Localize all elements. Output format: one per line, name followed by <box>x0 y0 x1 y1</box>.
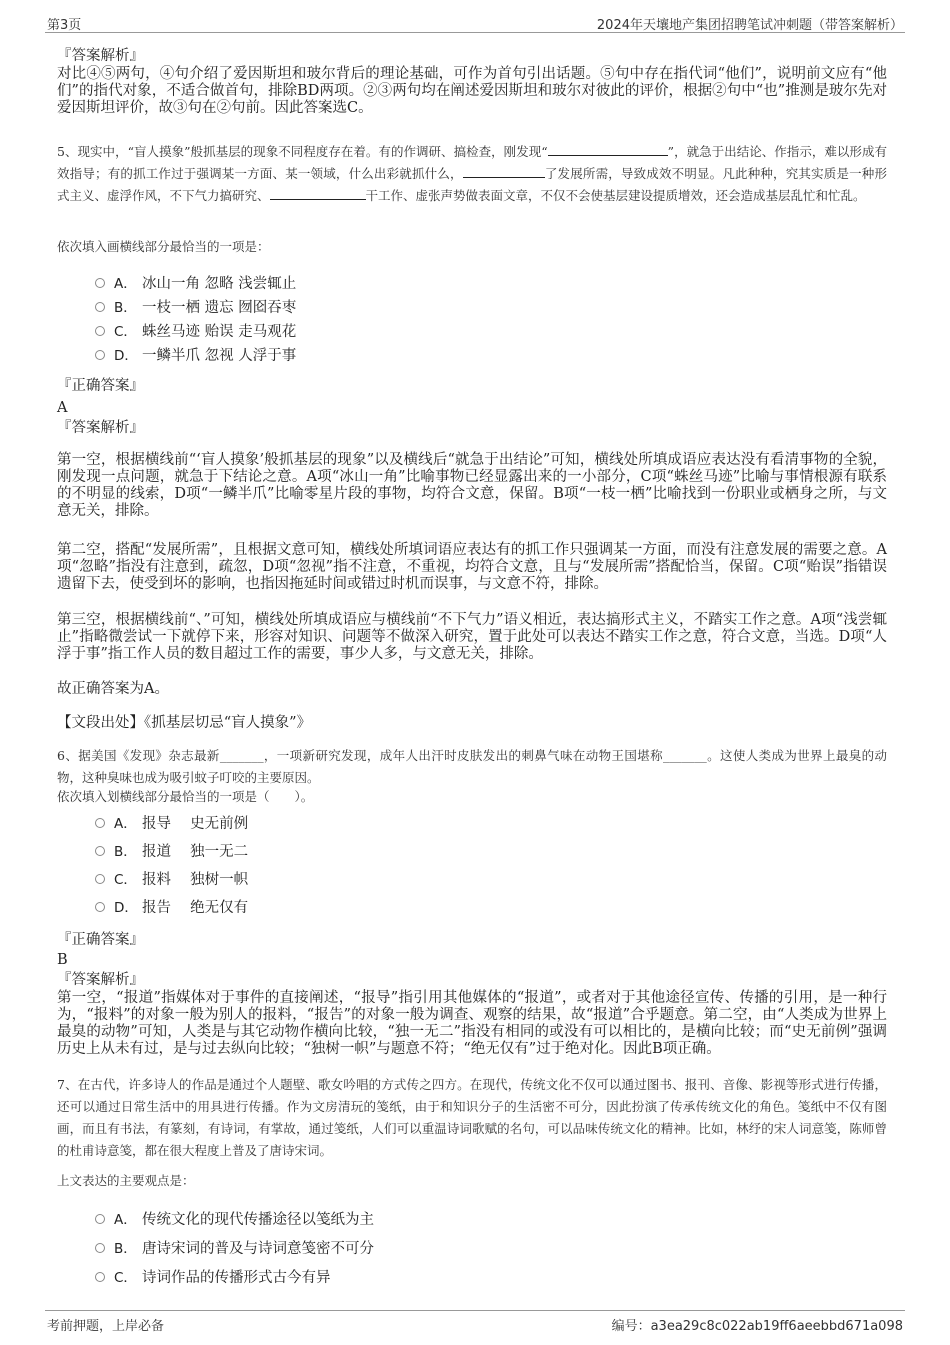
q5-stem-part1: 5、现实中，“盲人摸象”般抓基层的现象不同程度存在着。有的作调研、搞检查，刚发现“ <box>57 144 548 159</box>
radio-icon[interactable] <box>95 302 105 312</box>
radio-icon[interactable] <box>95 902 105 912</box>
option-text: 诗词作品的传播形式古今有异 <box>142 1270 331 1286</box>
q5-option-c[interactable] <box>95 320 296 344</box>
option-text: 传统文化的现代传播途径以笺纸为主 <box>142 1212 374 1228</box>
q6-option-b[interactable] <box>95 838 248 866</box>
document-id: 编号：a3ea29c8c022ab19ff6aeebbd671a098 <box>611 1319 903 1334</box>
q6-stem <box>57 745 887 789</box>
q7-option-b[interactable] <box>95 1235 374 1264</box>
q6-stem-part3: 。这使人类成为世界上最臭的动物，这种臭味也成为吸引蚊子叮咬的主要原因。 <box>57 748 887 785</box>
option-key: A． <box>114 816 137 832</box>
option-key: D． <box>114 348 138 364</box>
q6-analysis-label: 『答案解析』 <box>57 972 144 988</box>
option-key: C． <box>114 872 137 888</box>
q5-analysis-label: 『答案解析』 <box>57 420 144 436</box>
q5-options <box>95 272 296 368</box>
q5-correct-label: 『正确答案』 <box>57 378 144 394</box>
q6-stem-part1: 6、据美国《发现》杂志最新 <box>57 748 220 763</box>
q5-conclusion: 故正确答案为A。 <box>57 681 169 697</box>
q5-analysis-para1: 第一空，根据横线前“‘盲人摸象’般抓基层的现象”以及横线后“就急于出结论”可知，横线处所填成语应表达没有看清事物的全貌，刚发现一点问题，就急于下结论之意。A项“冰山一角”比喻事物已经显露出来的一小部分，C项“蛛丝马迹”比喻与事情根源有联系的不明显的线索，D项“一鳞半爪”比喻零星片段的事物，均符合文意，保留。B项“一枝一栖”比喻找到一份职业或栖身之所，与文意无关，排除。 <box>57 452 887 519</box>
option-key: C． <box>114 1270 137 1286</box>
page-number: 第3页 <box>47 18 82 33</box>
document-title: 2024年天壤地产集团招聘笔试冲刺题（带答案解析） <box>596 18 903 33</box>
radio-icon[interactable] <box>95 874 105 884</box>
radio-icon[interactable] <box>95 326 105 336</box>
radio-icon[interactable] <box>95 350 105 360</box>
q6-stem-part2: ，一项新研究发现，成年人出汗时皮肤发出的刺鼻气味在动物王国堪称 <box>263 748 663 763</box>
option-key: D． <box>114 900 138 916</box>
q6-correct-answer: B <box>57 952 68 968</box>
q6-option-d[interactable] <box>95 894 248 922</box>
option-key: B． <box>114 300 137 316</box>
q7-prompt: 上文表达的主要观点是： <box>57 1173 195 1188</box>
option-key: A． <box>114 276 137 292</box>
q5-correct-answer: A <box>57 400 68 416</box>
fill-blank-3 <box>270 187 366 200</box>
q6-correct-label: 『正确答案』 <box>57 932 144 948</box>
page-header <box>45 12 905 33</box>
q4-analysis-label: 『答案解析』 <box>57 48 144 64</box>
q5-prompt: 依次填入画横线部分最恰当的一项是： <box>57 239 270 254</box>
option-key: B． <box>114 1241 137 1257</box>
q5-stem-part2: ”，就急于出结论、作指示，难以形成有效指导；有的抓工作过于强调某一方面、某一领域，什么出彩就抓什么， <box>57 144 887 181</box>
q6-options <box>95 810 248 922</box>
q5-option-b[interactable] <box>95 296 296 320</box>
q4-analysis: 对比④⑤两句，④句介绍了爱因斯坦和玻尔背后的理论基础，可作为首句引出话题。⑤句中存在指代词“他们”，说明前文应有“他们”的指代对象，不适合做首句，排除BD两项。②③两句均在阐述爱因斯坦和玻尔对彼此的评价，根据②句中“也”推测是玻尔先对爱因斯坦评价，故③句在②句前。因此答案选C。 <box>57 66 887 116</box>
q5-source: 【文段出处】《抓基层切忌“盲人摸象”》 <box>57 715 312 731</box>
q5-analysis-para3: 第三空，根据横线前“、”可知，横线处所填成语应与横线前“不下气力”语义相近，表达搞形式主义，不踏实工作之意。A项“浅尝辄止”指略微尝试一下就停下来，形容对知识、问题等不做深入研究，置于此处可以表达不踏实工作之意，符合文意，当选。D项“人浮于事”指工作人员的数目超过工作的需要，事少人多，与文意无关，排除。 <box>57 612 887 662</box>
option-text: 报道 独一无二 <box>142 844 249 860</box>
q6-prompt: 依次填入划横线部分最恰当的一项是（ ）。 <box>57 789 314 804</box>
q7-stem: 7、在古代，许多诗人的作品是通过个人题壁、歌女吟唱的方式传之四方。在现代，传统文化不仅可以通过图书、报刊、音像、影视等形式进行传播，还可以通过日常生活中的用具进行传播。作为文房清玩的笺纸，由于和知识分子的生活密不可分，因此扮演了传承传统文化的角色。笺纸中不仅有图画，而且有书法，有篆刻，有诗词，有掌故，通过笺纸，人们可以重温诗词歌赋的名句，可以品味传统文化的精神。比如，林纾的宋人词意笺，陈师曾的杜甫诗意笺，都在很大程度上普及了唐诗宋词。 <box>57 1077 887 1158</box>
q6-option-c[interactable] <box>95 866 248 894</box>
radio-icon[interactable] <box>95 1272 105 1282</box>
option-text: 冰山一角 忽略 浅尝辄止 <box>142 276 297 292</box>
q5-option-a[interactable] <box>95 272 296 296</box>
q7-option-c[interactable] <box>95 1264 374 1293</box>
fill-blank-1: _______ <box>219 748 264 763</box>
option-key: C． <box>114 324 137 340</box>
q5-option-d[interactable] <box>95 344 296 368</box>
radio-icon[interactable] <box>95 818 105 828</box>
radio-icon[interactable] <box>95 278 105 288</box>
radio-icon[interactable] <box>95 1214 105 1224</box>
radio-icon[interactable] <box>95 846 105 856</box>
q6-option-a[interactable] <box>95 810 248 838</box>
option-key: A． <box>114 1212 137 1228</box>
option-text: 一枝一栖 遗忘 囫囵吞枣 <box>142 300 297 316</box>
fill-blank-2: _______ <box>663 748 707 763</box>
option-text: 一鳞半爪 忽视 人浮于事 <box>142 348 297 364</box>
q5-analysis-para2: 第二空，搭配“发展所需”，且根据文意可知，横线处所填词语应表达有的抓工作只强调某一方面，而没有注意发展的需要之意。A项“忽略”指没有注意到，疏忽，D项“忽视”指不注意，不重视，均符合文意，且与“发展所需”搭配恰当，保留。C项“贻误”指错误遗留下去，使受到坏的影响，也指因拖延时间或错过时机而误事，与文意不符，排除。 <box>57 542 887 592</box>
footer-slogan: 考前押题，上岸必备 <box>47 1319 165 1334</box>
page-footer <box>45 1310 905 1333</box>
q5-stem <box>57 141 887 207</box>
option-text: 报告 绝无仅有 <box>142 900 249 916</box>
option-key: B． <box>114 844 137 860</box>
fill-blank-1 <box>548 143 668 156</box>
option-text: 报料 独树一帜 <box>142 872 249 888</box>
option-text: 报导 史无前例 <box>142 816 249 832</box>
q6-analysis: 第一空，“报道”指媒体对于事件的直接阐述，“报导”指引用其他媒体的“报道”，或者对于其他途径宣传、传播的引用，是一种行为，“报料”的对象一般为别人的报料，“报告”的对象一般为调查、观察的结果，故“报道”合乎题意。第二空，由“人类成为世界上最臭的动物”可知，人类是与其它动物作横向比较，“独一无二”指没有相同的或没有可以相比的，是横向比较；而“史无前例”强调历史上从未有过，是与过去纵向比较；“独树一帜”与题意不符；“绝无仅有”过于绝对化。因此B项正确。 <box>57 990 887 1057</box>
radio-icon[interactable] <box>95 1243 105 1253</box>
q7-options <box>95 1206 374 1293</box>
q5-stem-part4: 干工作、虚张声势做表面文章，不仅不会使基层建设提质增效，还会造成基层乱忙和忙乱。 <box>365 188 866 203</box>
option-text: 唐诗宋词的普及与诗词意笺密不可分 <box>142 1241 374 1257</box>
fill-blank-2 <box>463 165 545 178</box>
option-text: 蛛丝马迹 贻误 走马观花 <box>142 324 297 340</box>
q7-option-a[interactable] <box>95 1206 374 1235</box>
q5-stem-part3: 了发展所需，导致成效不明显。凡此种种，究其实质是一种形式主义、虚浮作风，不下气力搞研究、 <box>57 166 887 203</box>
